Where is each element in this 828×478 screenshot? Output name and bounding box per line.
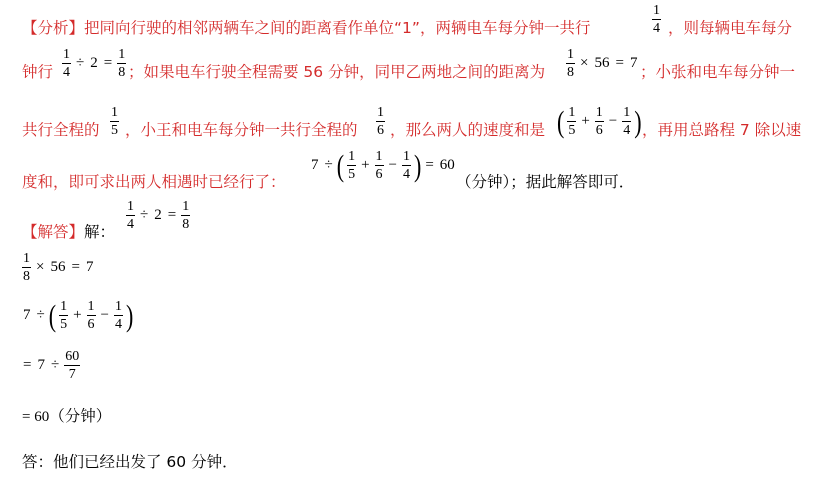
analysis-line-3-mid2: ，那么两人的速度和是 xyxy=(390,121,546,139)
solution-step-1: $\frac{1}{4}$ ÷ 2 = $\frac{1}{8}$ xyxy=(127,199,190,232)
analysis-line-3-mid1: ，小王和电车每分钟一共行全程的 xyxy=(125,121,358,139)
analysis-line-4: 度和，即可求出两人相遇时已经行了： xyxy=(22,173,286,191)
expr-speed-sum: ( $\frac{1}{5}$ + $\frac{1}{6}$ − $\frac{1}{4}$ ) xyxy=(557,103,642,139)
frac-1-4-a: $\frac{1}{4}$ xyxy=(653,3,660,36)
analysis-line-1-tail: ，则每辆电车每分 xyxy=(668,19,793,37)
expr-eighth-times-56: $\frac{1}{8}$ × 56 = 7 xyxy=(567,47,638,80)
solution-step-4: = 7 ÷ $\frac{60}{7}$ xyxy=(23,349,80,382)
frac-1-5-a: $\frac{1}{5}$ xyxy=(111,105,118,138)
solution-answer: 答：他们已经出发了 60 分钟． xyxy=(22,453,238,471)
analysis-tag: 【分析】 xyxy=(22,19,85,37)
analysis-line-3-tail: ，再用总路程 7 除以速 xyxy=(642,121,802,139)
analysis-text-1: 把同向行驶的相邻两辆车之间的距离看作单位“1”，两辆电车每分钟一共行 xyxy=(84,19,591,37)
solution-step-3: 7 ÷ ( $\frac{1}{5}$ + $\frac{1}{6}$ − $\frac{1}{4}$ ) xyxy=(23,297,134,333)
expr-quarter-div-two: $\frac{1}{4}$ ÷ 2 = $\frac{1}{8}$ xyxy=(63,47,126,80)
analysis-line-2-tail: ；小张和电车每分钟一 xyxy=(640,63,796,81)
analysis-line-2-mid: ；如果电车行驶全程需要 56 分钟，同甲乙两地之间的距离为 xyxy=(128,63,546,81)
analysis-line-1 xyxy=(22,18,590,38)
frac-1-6-a: $\frac{1}{6}$ xyxy=(377,105,384,138)
solution-step-2: $\frac{1}{8}$ × 56 = 7 xyxy=(23,251,94,284)
solution-header xyxy=(22,222,115,242)
expr-total-analysis: 7 ÷ ( $\frac{1}{5}$ + $\frac{1}{6}$ − $\frac{1}{4}$ ) = 60 xyxy=(311,147,455,183)
solution-step-5: = 60（分钟） xyxy=(22,407,112,425)
analysis-line-2: 钟行 xyxy=(22,63,54,81)
solution-tag-suffix: 解： xyxy=(84,223,116,241)
solution-tag: 【解答】 xyxy=(22,223,85,241)
analysis-line-3: 共行全程的 xyxy=(22,121,100,139)
analysis-line-4-tail: （分钟）；据此解答即可． xyxy=(456,173,635,191)
